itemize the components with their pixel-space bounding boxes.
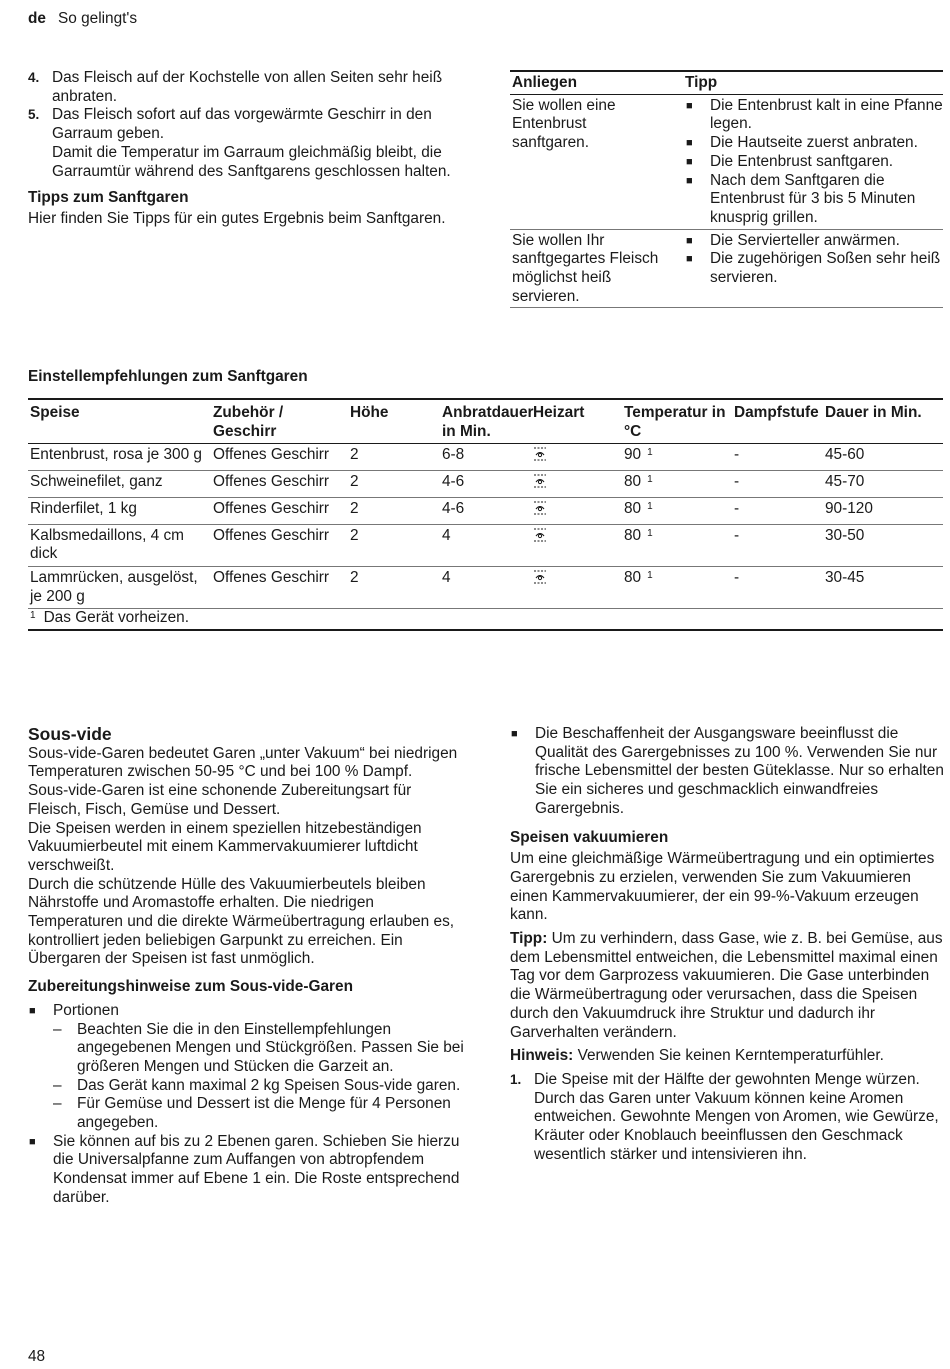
list-item <box>28 1133 464 1208</box>
temperature-value: 80 <box>624 568 642 586</box>
step-number: 5. <box>28 107 40 123</box>
settings-table <box>28 398 943 631</box>
concern-cell: Sie wollen Ihr sanftgegartes Fleisch möglichst heiß servieren. <box>510 229 683 308</box>
column-header: Heizart <box>531 399 622 444</box>
dash-text: Für Gemüse und Dessert ist die Menge für 4 Personen angegeben. <box>77 1095 451 1132</box>
settings-title: Einstellempfehlungen zum Sanftgaren <box>28 368 308 385</box>
step-text: Das Fleisch auf der Kochstelle von allen Seiten sehr heiß anbraten. <box>52 69 443 105</box>
paragraph: Sous-vide-Garen ist eine schonende Zubereitungsart für Fleisch, Fisch, Gemüse und Dessert. <box>28 782 412 818</box>
subsection-title: Speisen vakuumieren <box>510 828 669 846</box>
bullet-icon: ■ <box>29 1135 36 1148</box>
dash-icon: – <box>53 1020 62 1038</box>
duration-cell: 45-60 <box>823 444 943 471</box>
steam-level-cell: - <box>732 497 823 524</box>
sous-vide-right <box>510 725 944 1164</box>
step-note: Durch das Garen unter Vakuum können keine Aromen entweichen. Gewohnte Mengen von Aromen, wie Gewürze, Kräuter oder Knoblauch beeinflussen den Geschmack wesentlich stärker und intensivieren ihn. <box>534 1089 939 1163</box>
step-note: Damit die Temperatur im Garraum gleichmäßig bleibt, die Garraumtür während des Sanftgarens geschlossen halten. <box>52 143 451 180</box>
tip-text: Die Entenbrust kalt in eine Pfanne legen. <box>710 96 943 133</box>
temperature-cell <box>622 444 732 471</box>
paragraph: Die Speisen werden in einem speziellen hitzebeständigen Vakuumierbeutel mit einem Kammervakuumierer luftdicht verschweißt. <box>28 819 422 874</box>
step-5 <box>28 106 463 181</box>
step-number: 1. <box>510 1071 522 1087</box>
list-item <box>685 250 943 287</box>
level-cell: 2 <box>348 444 440 471</box>
sous-vide-left <box>28 725 464 1208</box>
bullet-icon: ■ <box>686 174 693 187</box>
tip-text: Die zugehörigen Soßen sehr heiß servieren. <box>710 250 941 287</box>
list-item <box>685 232 943 251</box>
sear-time-cell: 4-6 <box>440 497 531 524</box>
duration-cell: 30-45 <box>823 566 943 608</box>
column-header: Höhe <box>348 399 440 444</box>
column-header: Anbratdauer in Min. <box>440 399 531 444</box>
temperature-cell <box>622 524 732 566</box>
list-item <box>685 97 943 134</box>
paragraph: Um eine gleichmäßige Wärmeübertragung und ein optimiertes Garergebnis zu erzielen, verwenden Sie zum Vakuumieren einen Kammervakuumierer, der ein 99-%-Vakuum erzeugen kann. <box>510 850 935 924</box>
tips-intro: Hier finden Sie Tipps für ein gutes Ergebnis beim Sanftgaren. <box>28 209 446 227</box>
heating-mode-cell <box>531 471 622 498</box>
hint-label: Hinweis: <box>510 1047 574 1065</box>
temperature-value: 80 <box>624 473 642 491</box>
table-row <box>28 444 943 471</box>
column-header: Anliegen <box>510 71 683 94</box>
step-4 <box>28 69 463 106</box>
hint-text: Verwenden Sie keinen Kerntemperaturfühler. <box>577 1047 884 1065</box>
bullet-icon: ■ <box>686 99 693 112</box>
step-body <box>534 1071 944 1165</box>
step-text: Das Fleisch sofort auf das vorgewärmte Geschirr in den Garraum geben. <box>52 106 432 143</box>
steam-level-cell: - <box>732 444 823 471</box>
heating-mode-cell <box>531 566 622 608</box>
food-cell: Entenbrust, rosa je 300 g <box>28 444 211 471</box>
step-1 <box>510 1071 944 1165</box>
column-header: Dampfstufe <box>732 399 823 444</box>
tip-text: Um zu verhindern, dass Gase, wie z. B. bei Gemüse, aus dem Lebensmittel entweichen, die Lebensmittel maximal einen Tag vor dem Garprozess vakuumieren. Die Gase unterbinden die Wärmeübertragung oder verursachen, dass die Speisen durch den Vakuumdruck ihre Struktur und dadurch ihr Garverhalten verändern. <box>510 930 943 1041</box>
temperature-cell <box>622 566 732 608</box>
footnote-mark: 1 <box>647 527 653 539</box>
tip-cell <box>683 94 943 229</box>
heating-mode-cell <box>531 524 622 566</box>
accessory-cell: Offenes Geschirr <box>211 566 348 608</box>
level-cell: 2 <box>348 471 440 498</box>
list-item-body <box>53 1002 464 1133</box>
dash-item <box>53 1021 464 1077</box>
footnote-mark: 1 <box>647 474 653 486</box>
dash-item <box>53 1077 464 1096</box>
steam-level-cell: - <box>732 524 823 566</box>
column-header: Dauer in Min. <box>823 399 943 444</box>
temperature-value: 90 <box>624 446 642 464</box>
step-number: 4. <box>28 70 40 85</box>
duration-cell: 45-70 <box>823 471 943 498</box>
footnote <box>28 609 943 630</box>
table-row <box>510 229 943 308</box>
dash-text: Beachten Sie die in den Einstellempfehlungen angegebenen Mengen und Stückgrößen. Passen Sie bei größeren Mengen und Stücken die Garzeit an. <box>77 1020 464 1075</box>
paragraph: Durch die schützende Hülle des Vakuumierbeutels bleiben Nährstoffe und Aromastoffe erhalten. Die niedrigen Temperaturen und die direkte Wärmeübertragung erlauben es, kontrolliert jeden beliebigen Garpunkt zu erreichen. Ein Übergaren der Speisen ist fast unmöglich. <box>28 875 455 968</box>
table-row <box>28 497 943 524</box>
accessory-cell: Offenes Geschirr <box>211 497 348 524</box>
dash-icon: – <box>53 1095 62 1113</box>
level-cell: 2 <box>348 524 440 566</box>
footnote-mark: 1 <box>647 569 653 581</box>
steam-level-cell: - <box>732 471 823 498</box>
low-temperature-cooking-icon <box>533 446 547 462</box>
tip-label: Tipp: <box>510 930 548 948</box>
dash-text: Das Gerät kann maximal 2 kg Speisen Sous-vide garen. <box>77 1076 461 1094</box>
tip-text: Die Entenbrust sanftgaren. <box>710 152 894 170</box>
top-steps <box>28 69 463 229</box>
accessory-cell: Offenes Geschirr <box>211 444 348 471</box>
steam-level-cell: - <box>732 566 823 608</box>
tips-table-header <box>510 71 943 94</box>
subsection-title: Zubereitungshinweise zum Sous-vide-Garen <box>28 978 353 996</box>
level-cell: 2 <box>348 566 440 608</box>
list-item <box>685 153 943 172</box>
step-body <box>52 106 463 181</box>
list-item <box>685 134 943 153</box>
sear-time-cell: 6-8 <box>440 444 531 471</box>
table-row <box>28 471 943 498</box>
tip-text: Die Servierteller anwärmen. <box>710 231 900 249</box>
language-code: de <box>28 10 46 27</box>
tips-table <box>510 70 943 308</box>
step-text: Die Speise mit der Hälfte der gewohnten Menge würzen. <box>534 1070 920 1088</box>
column-header: Zubehör / Geschirr <box>211 399 348 444</box>
bullet-icon: ■ <box>686 155 693 168</box>
tip-cell <box>683 229 943 308</box>
temperature-cell <box>622 471 732 498</box>
concern-cell: Sie wollen eine Entenbrust sanftgaren. <box>510 94 683 229</box>
tips-heading: Tipps zum Sanftgaren <box>28 189 189 207</box>
hint-paragraph <box>510 1047 944 1066</box>
low-temperature-cooking-icon <box>533 569 547 585</box>
dash-item <box>53 1095 464 1132</box>
low-temperature-cooking-icon <box>533 500 547 516</box>
sear-time-cell: 4-6 <box>440 471 531 498</box>
table-row <box>28 566 943 608</box>
heating-mode-cell <box>531 497 622 524</box>
heating-mode-cell <box>531 444 622 471</box>
bullet-icon: ■ <box>686 253 693 266</box>
food-cell: Lammrücken, ausgelöst, je 200 g <box>28 566 211 608</box>
list-item-text: Sie können auf bis zu 2 Ebenen garen. Schieben Sie hierzu die Universalpfanne zum Auffangen von abtropfendem Kondensat immer auf Ebene 1 ein. Die Roste entsprechend darüber. <box>53 1132 460 1206</box>
bullet-icon: ■ <box>29 1004 36 1017</box>
column-header: Speise <box>28 399 211 444</box>
chapter-title: So gelingt's <box>57 10 138 27</box>
dash-icon: – <box>53 1076 62 1094</box>
footnote-mark: 1 <box>647 500 653 512</box>
footnote-mark: 1 <box>647 447 653 459</box>
page-header <box>28 10 137 29</box>
food-cell: Kalbsmedaillons, 4 cm dick <box>28 524 211 566</box>
bullet-icon: ■ <box>686 234 693 247</box>
duration-cell: 30-50 <box>823 524 943 566</box>
low-temperature-cooking-icon <box>533 473 547 489</box>
bullet-icon: ■ <box>686 137 693 150</box>
table-row <box>510 94 943 229</box>
paragraph: Sous-vide-Garen bedeutet Garen „unter Vakuum“ bei niedrigen Temperaturen zwischen 50-95 °C und bei 100 % Dampf. <box>28 744 458 781</box>
list-item <box>28 1002 464 1133</box>
temperature-value: 80 <box>624 526 642 544</box>
column-header: Temperatur in °C <box>622 399 732 444</box>
section-title: Sous-vide <box>28 724 112 744</box>
footnote-row <box>28 609 943 630</box>
column-header: Tipp <box>683 71 943 94</box>
accessory-cell: Offenes Geschirr <box>211 471 348 498</box>
food-cell: Schweinefilet, ganz <box>28 471 211 498</box>
temperature-cell <box>622 497 732 524</box>
accessory-cell: Offenes Geschirr <box>211 524 348 566</box>
tip-text: Die Hautseite zuerst anbraten. <box>710 134 918 152</box>
footnote-text: Das Gerät vorheizen. <box>43 609 189 627</box>
list-item <box>685 172 943 228</box>
page-number: 48 <box>28 1348 46 1365</box>
bullet-icon: ■ <box>511 728 518 740</box>
duration-cell: 90-120 <box>823 497 943 524</box>
list-item-text: Die Beschaffenheit der Ausgangsware beeinflusst die Qualität des Garergebnisses zu 100 %. Verwenden Sie nur frische Lebensmittel der besten Güteklasse. Nur so erhalten Sie ein sicheres und geschmacklich einwandfreies Garergebnis. <box>535 725 944 817</box>
footnote-mark: 1 <box>30 610 36 622</box>
level-cell: 2 <box>348 497 440 524</box>
list-item-text: Portionen <box>53 1001 119 1019</box>
list-item <box>510 725 944 819</box>
tip-text: Nach dem Sanftgaren die Entenbrust für 3 bis 5 Minuten knusprig grillen. <box>710 171 916 226</box>
table-row <box>28 524 943 566</box>
food-cell: Rinderfilet, 1 kg <box>28 497 211 524</box>
low-temperature-cooking-icon <box>533 527 547 543</box>
tip-paragraph <box>510 930 944 1042</box>
sear-time-cell: 4 <box>440 524 531 566</box>
temperature-value: 80 <box>624 499 642 517</box>
settings-header-row <box>28 399 943 444</box>
sear-time-cell: 4 <box>440 566 531 608</box>
